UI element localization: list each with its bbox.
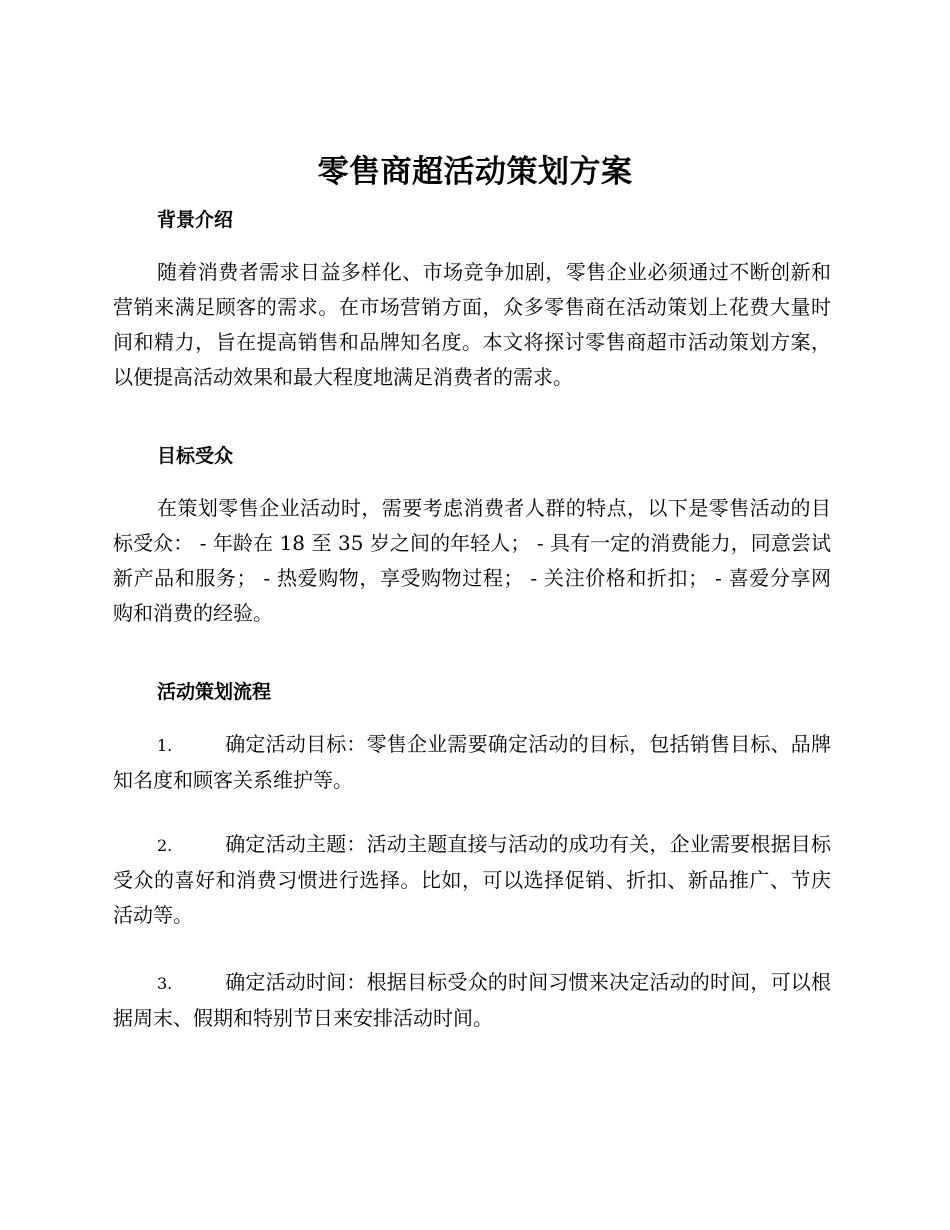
document-title: 零售商超活动策划方案 bbox=[317, 154, 633, 190]
section-heading-audience: 目标受众 bbox=[157, 445, 234, 467]
list-item-number: 3. bbox=[157, 974, 173, 993]
paragraph-audience: 在策划零售企业活动时，需要考虑消费者人群的特点，以下是零售活动的目标受众： - 年龄在 18 至 35 岁之间的年轻人； - 具有一定的消费能力，同意尝试新产品和服务； - 热爱购物，享受购物过程； - 关注价格和折扣； - 喜爱分享网购和消费的经验。 bbox=[113, 496, 831, 625]
paragraph-background: 随着消费者需求日益多样化、市场竞争加剧，零售企业必须通过不断创新和营销来满足顾客的需求。在市场营销方面，众多零售商在活动策划上花费大量时间和精力，旨在提高销售和品牌知名度。本文将探讨零售商超市活动策划方案，以便提高活动效果和最大程度地满足消费者的需求。 bbox=[113, 260, 831, 389]
section-heading-process: 活动策划流程 bbox=[157, 681, 272, 703]
list-item-text: 确定活动时间：根据目标受众的时间习惯来决定活动的时间，可以根据周末、假期和特别节日来安排活动时间。 bbox=[113, 970, 831, 1030]
list-item-number: 1. bbox=[157, 736, 173, 755]
section-heading-background: 背景介绍 bbox=[157, 209, 234, 231]
list-item bbox=[113, 727, 831, 798]
list-item bbox=[113, 965, 831, 1036]
list-item-number: 2. bbox=[157, 836, 173, 855]
list-item-text: 确定活动主题：活动主题直接与活动的成功有关，企业需要根据目标受众的喜好和消费习惯进行选择。比如，可以选择促销、折扣、新品推广、节庆活动等。 bbox=[113, 832, 831, 927]
list-item bbox=[113, 827, 831, 933]
list-item-text: 确定活动目标：零售企业需要确定活动的目标，包括销售目标、品牌知名度和顾客关系维护等。 bbox=[113, 732, 831, 792]
